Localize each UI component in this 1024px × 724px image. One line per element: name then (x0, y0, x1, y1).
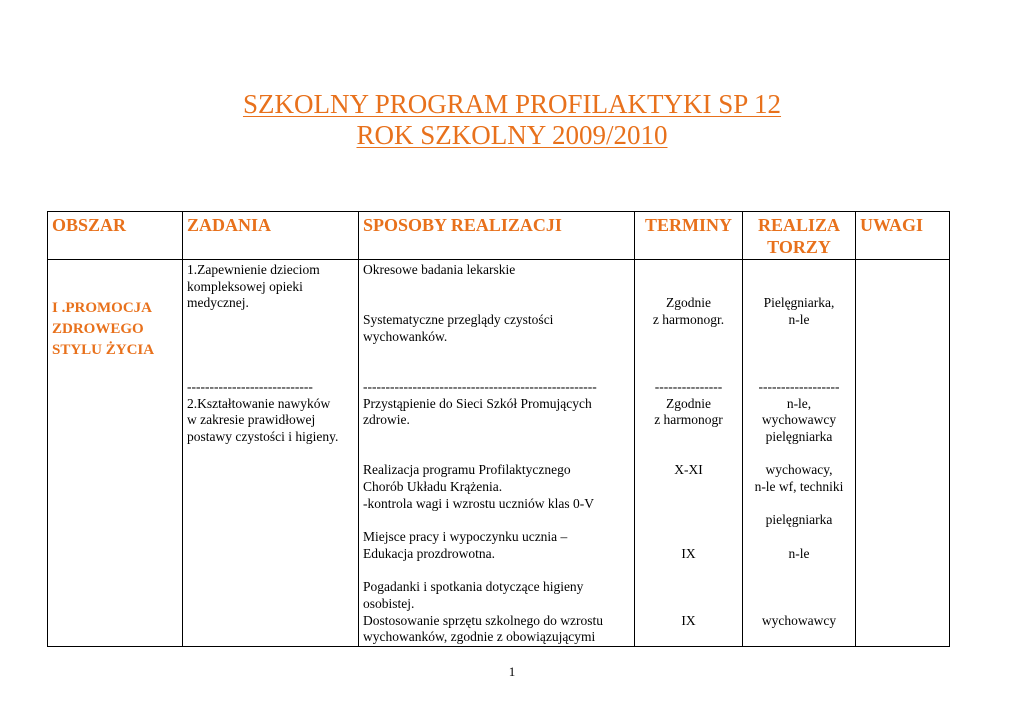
sposoby-line (363, 279, 630, 296)
sposoby-line: Systematyczne przeglądy czystości (363, 312, 554, 328)
zadania-line: w zakresie prawidłowej (187, 412, 316, 428)
realizatorzy-line: n-le wf, techniki (754, 479, 844, 495)
terminy-line: X-XI (674, 462, 703, 478)
terminy-line (639, 479, 738, 496)
header-realizatorzy: REALIZA TORZY (743, 212, 856, 260)
zadania-divider: ---------------------------- (187, 378, 313, 394)
zadania-line: 1.Zapewnienie dzieciom (187, 262, 320, 277)
sposoby-line (363, 295, 630, 312)
realizatorzy-line: pielęgniarka (765, 428, 833, 444)
zadania-line: 2.Kształtowanie nawyków (187, 395, 331, 411)
header-zadania: ZADANIA (183, 212, 359, 260)
header-uwagi: UWAGI (856, 212, 950, 260)
sposoby-line: Przystąpienie do Sieci Szkół Promujących (363, 395, 592, 411)
zadania-line (187, 312, 354, 329)
terminy-line (639, 446, 738, 463)
terminy-line: IX (681, 612, 696, 628)
terminy-line (639, 496, 738, 513)
header-obszar: OBSZAR (48, 212, 183, 260)
sposoby-line: wychowanków, zgodnie z obowiązującymi (363, 629, 596, 645)
cell-uwagi (856, 260, 950, 647)
cell-zadania (183, 260, 359, 647)
realizatorzy-line (747, 262, 851, 279)
header-sposoby-realizacji: SPOSOBY REALIZACJI (359, 212, 635, 260)
sposoby-line: Realizacja programu Profilaktycznego (363, 462, 571, 478)
realizatorzy-line: n-le (788, 312, 810, 328)
area-line: I .PROMOCJA (52, 300, 152, 316)
sposoby-line (363, 446, 630, 463)
terminy-line (639, 562, 738, 579)
realizatorzy-line (747, 596, 851, 613)
area-line: ZDROWEGO (52, 321, 144, 337)
sposoby-line: wychowanków. (363, 328, 448, 344)
sposoby-line (363, 512, 630, 529)
program-table (47, 211, 950, 647)
terminy-line (639, 362, 738, 379)
sposoby-divider: ---------------------------------------------------- (363, 378, 597, 394)
terminy-line (639, 345, 738, 362)
zadania-line (187, 345, 354, 362)
realizatorzy-divider: ------------------ (758, 378, 840, 394)
realizatorzy-line (747, 563, 851, 580)
zadania-line: kompleksowej opieki (187, 278, 303, 294)
cell-realizatorzy (743, 260, 856, 647)
terminy-line: Zgodnie (666, 295, 711, 311)
realizatorzy-line (747, 496, 851, 513)
page-number: 1 (508, 664, 516, 679)
terminy-line (639, 579, 738, 596)
realizatorzy-line: Pielęgniarka, (763, 295, 835, 311)
sposoby-line: Dostosowanie sprzętu szkolnego do wzrostu (363, 612, 603, 628)
terminy-line (639, 429, 738, 446)
cell-terminy (635, 260, 743, 647)
realizatorzy-line: wychowawcy (761, 612, 837, 628)
terminy-line (639, 279, 738, 296)
sposoby-line (363, 362, 630, 379)
realizatorzy-line: wychowawcy (761, 412, 837, 428)
area-line: STYLU ŻYCIA (52, 342, 155, 358)
terminy-line: z harmonogr (654, 412, 723, 428)
realizatorzy-line (747, 329, 851, 346)
realizatorzy-line (747, 446, 851, 463)
sposoby-line (363, 563, 630, 580)
realizatorzy-line: pielęgniarka (765, 512, 833, 528)
realizatorzy-line: n-le (788, 545, 810, 561)
sposoby-line: Chorób Układu Krążenia. (363, 479, 503, 495)
realizatorzy-line (747, 529, 851, 546)
terminy-divider: --------------- (654, 378, 723, 394)
terminy-line: IX (681, 545, 696, 561)
document-title-line1: SZKOLNY PROGRAM PROFILAKTYKI SP 12 (242, 89, 782, 119)
zadania-line (187, 329, 354, 346)
realizatorzy-line (747, 362, 851, 379)
document-title-line2: ROK SZKOLNY 2009/2010 (356, 120, 668, 150)
sposoby-line: -kontrola wagi i wzrostu uczniów klas 0-V (363, 495, 594, 511)
sposoby-line: Edukacja prozdrowotna. (363, 545, 495, 561)
realizatorzy-line (747, 579, 851, 596)
sposoby-line: Okresowe badania lekarskie (363, 262, 516, 277)
terminy-line (639, 512, 738, 529)
terminy-line (639, 596, 738, 613)
realizatorzy-line: n-le, (786, 395, 812, 411)
realizatorzy-line (747, 345, 851, 362)
terminy-line (639, 329, 738, 346)
sposoby-line: Pogadanki i spotkania dotyczące higieny (363, 579, 584, 595)
cell-sposoby (359, 260, 635, 647)
sposoby-line (363, 429, 630, 446)
realizatorzy-line: wychowacy, (765, 462, 833, 478)
header-terminy: TERMINY (635, 212, 743, 260)
cell-obszar (48, 260, 183, 647)
zadania-line: postawy czystości i higieny. (187, 428, 339, 444)
terminy-line: Zgodnie (666, 395, 711, 411)
realizatorzy-line (747, 279, 851, 296)
sposoby-line (363, 345, 630, 362)
terminy-line (639, 529, 738, 546)
sposoby-line: osobistej. (363, 595, 415, 611)
terminy-line: z harmonogr. (652, 312, 725, 328)
area-label (52, 298, 178, 361)
zadania-line: medycznej. (187, 295, 249, 311)
zadania-line (187, 362, 354, 379)
sposoby-line: zdrowie. (363, 412, 410, 428)
terminy-line (639, 262, 738, 279)
table-row (48, 260, 950, 647)
sposoby-line: Miejsce pracy i wypoczynku ucznia – (363, 529, 568, 545)
table-header-row (48, 212, 950, 260)
